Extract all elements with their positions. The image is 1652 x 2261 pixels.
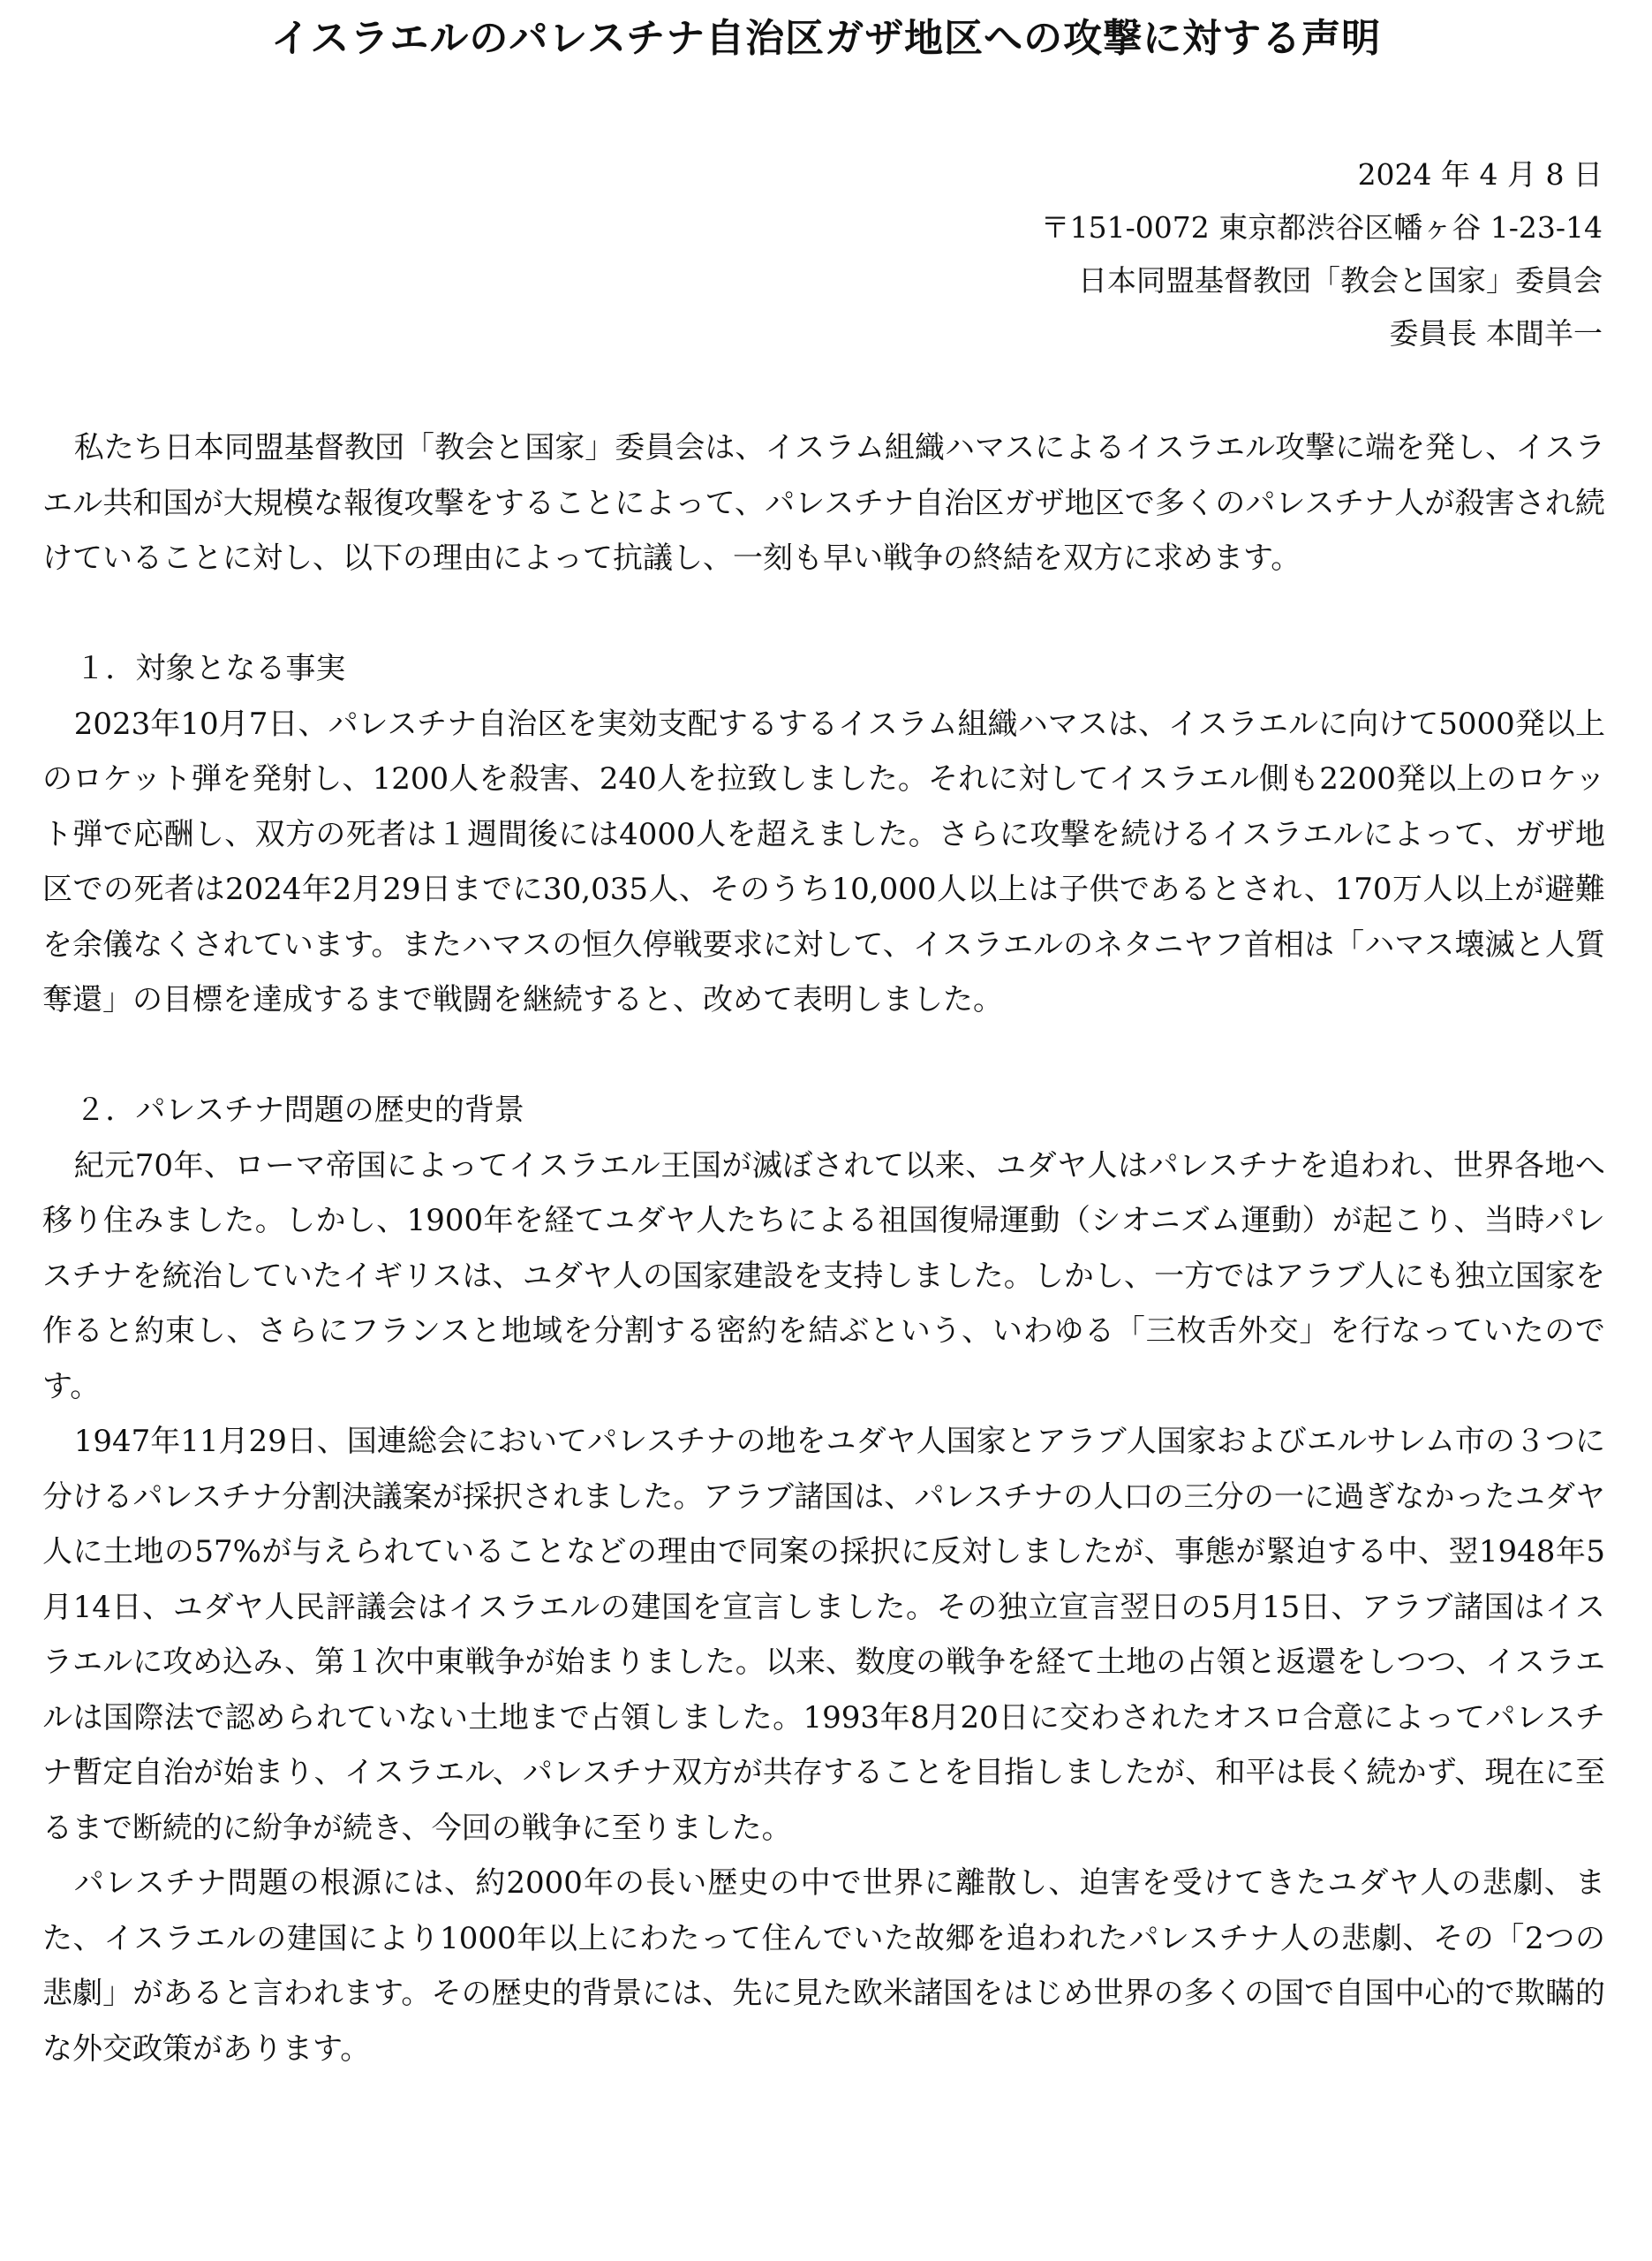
section-1-paragraph: 2023年10月7日、パレスチナ自治区を実効支配するするイスラム組織ハマスは、イスラエルに向けて5000発以上のロケット弾を発射し、1200人を殺害、240人を拉致しました。それに対してイスラエル側も2200発以上のロケット弾で応酬し、双方の死者は１週間後には4000人を超えました。さらに攻撃を続けるイスラエルによって、ガザ地区での死者は2024年2月29日までに30,035人、そのうち10,000人以上は子供であるとされ、170万人以上が避難を余儀なくされています。またハマスの恒久停戦要求に対して、イスラエルのネタニヤフ首相は「ハマス壊滅と人質奪還」の目標を達成するまで戦闘を継続すると、改めて表明しました。: [42, 706, 1605, 1017]
intro-paragraph: 私たち日本同盟基督教団「教会と国家」委員会は、イスラム組織ハマスによるイスラエル攻撃に端を発し、イスラエル共和国が大規模な報復攻撃をすることによって、パレスチナ自治区ガザ地区で多くのパレスチナ人が殺害され続けていることに対し、以下の理由によって抗議し、一刻も早い戦争の終結を双方に求めます。: [42, 430, 1605, 576]
statement-date: 2024 年 4 月 8 日: [1357, 157, 1603, 192]
section-1-heading: １．対象となる事実: [75, 651, 346, 686]
section-2-paragraph: パレスチナ問題の根源には、約2000年の長い歴史の中で世界に離散し、迫害を受けてきたユダヤ人の悲劇、また、イスラエルの建国により1000年以上にわたって住んでいた故郷を追われたパレスチナ人の悲劇、その「2つの悲劇」があると言われます。その歴史的背景には、先に見た欧米諸国をはじめ世界の多くの国で自国中心的で欺瞞的な外交政策があります。: [42, 1865, 1605, 2067]
spacer: [42, 586, 1605, 642]
section-2-heading: ２．パレスチナ問題の歴史的背景: [75, 1093, 524, 1128]
organization-name: 日本同盟基督教団「教会と国家」委員会: [1078, 263, 1603, 298]
committee-chair: 委員長 本間羊一: [1389, 316, 1603, 351]
section-2-paragraph: 1947年11月29日、国連総会においてパレスチナの地をユダヤ人国家とアラブ人国家およびエルサレム市の３つに分けるパレスチナ分割決議案が採択されました。アラブ諸国は、パレスチナの人口の三分の一に過ぎなかったユダヤ人に土地の57%が与えられていることなどの理由で同案の採択に反対しましたが、事態が緊迫する中、翌1948年5月14日、ユダヤ人民評議会はイスラエルの建国を宣言しました。その独立宣言翌日の5月15日、アラブ諸国はイスラエルに攻め込み、第１次中東戦争が始まりました。以来、数度の戦争を経て土地の占領と返還をしつつ、イスラエルは国際法で認められていない土地まで占領しました。1993年8月20日に交わされたオスロ合意によってパレスチナ暫定自治が始まり、イスラエル、パレスチナ双方が共存することを目指しましたが、和平は長く続かず、現在に至るまで断続的に紛争が続き、今回の戦争に至りました。: [42, 1424, 1605, 1846]
document-body: [42, 420, 1605, 2076]
document-title: イスラエルのパレスチナ自治区ガザ地区への攻撃に対する声明: [270, 16, 1382, 61]
spacer: [42, 1028, 1605, 1084]
postal-address: 〒151-0072 東京都渋谷区幡ヶ谷 1-23-14: [1040, 210, 1603, 245]
statement-meta: [1041, 148, 1603, 360]
section-2-paragraph: 紀元70年、ローマ帝国によってイスラエル王国が滅ぼされて以来、ユダヤ人はパレスチナを追われ、世界各地へ移り住みました。しかし、1900年を経てユダヤ人たちによる祖国復帰運動（シオニズム運動）が起こり、当時パレスチナを統治していたイギリスは、ユダヤ人の国家建設を支持しました。しかし、一方ではアラブ人にも独立国家を作ると約束し、さらにフランスと地域を分割する密約を結ぶという、いわゆる「三枚舌外交」を行なっていたのです。: [42, 1147, 1605, 1404]
